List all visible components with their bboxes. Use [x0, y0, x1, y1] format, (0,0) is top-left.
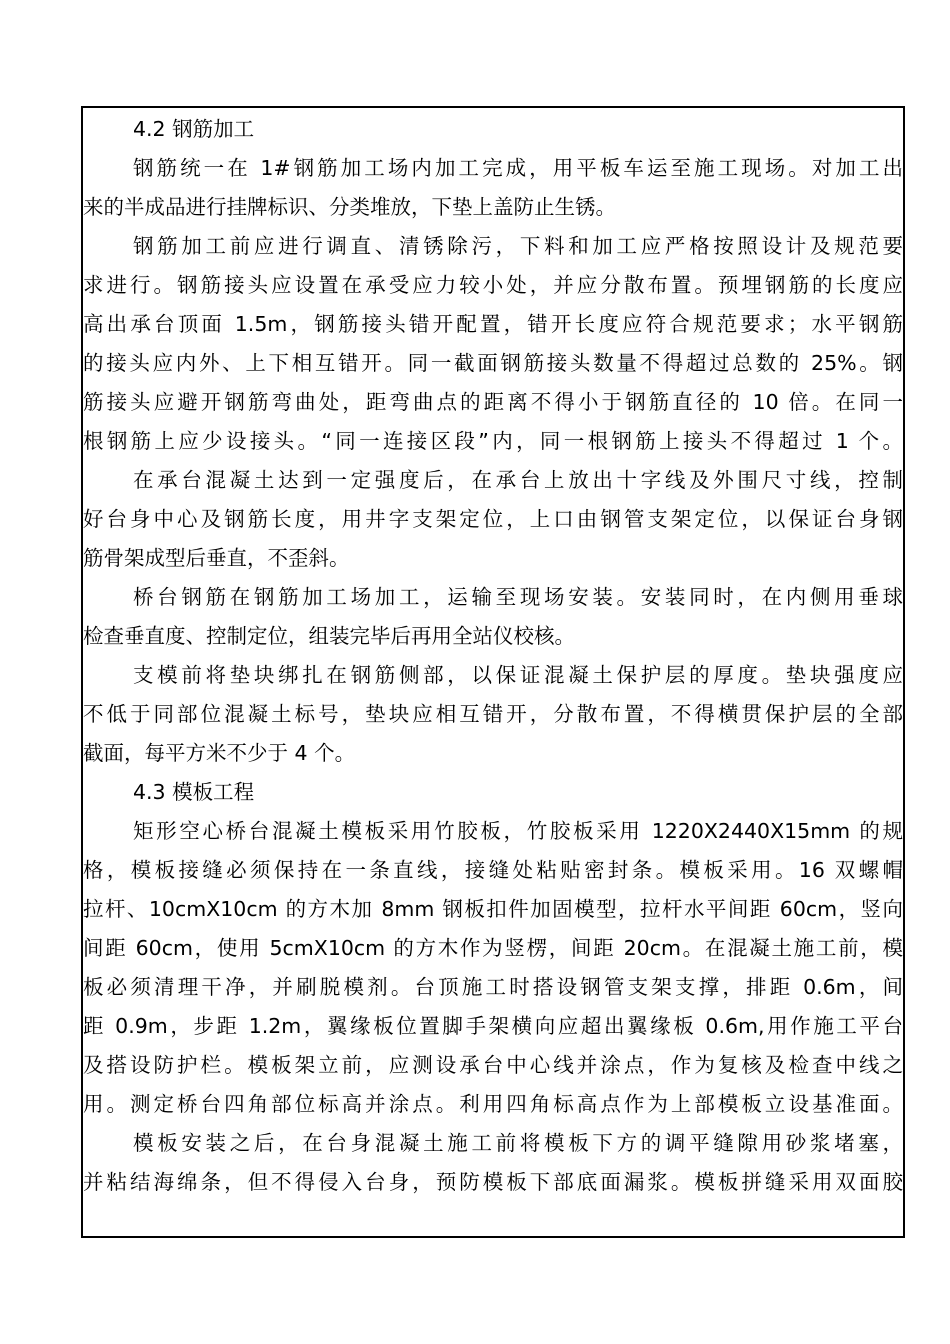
paragraph-line: 钢筋统一在 1#钢筋加工场内加工完成，用平板车运至施工现场。对加工出: [133, 156, 903, 180]
paragraph-line: 及搭设防护栏。模板架立前，应测设承台中心线并涂点，作为复核及检查中线之: [83, 1053, 903, 1077]
paragraph-line: 的接头应内外、上下相互错开。同一截面钢筋接头数量不得超过总数的 25%。钢: [83, 351, 903, 375]
paragraph-line: 模板安装之后，在台身混凝土施工前将模板下方的调平缝隙用砂浆堵塞，: [133, 1131, 903, 1155]
paragraph-line: 高出承台顶面 1.5m，钢筋接头错开配置，错开长度应符合规范要求；水平钢筋: [83, 312, 903, 336]
paragraph-line: 不低于同部位混凝土标号，垫块应相互错开，分散布置，不得横贯保护层的全部: [83, 702, 903, 726]
paragraph-line: 好台身中心及钢筋长度，用井字支架定位，上口由钢管支架定位，以保证台身钢: [83, 507, 903, 531]
paragraph-line: 用。测定桥台四角部位标高并涂点。利用四角标高点作为上部模板立设基准面。: [83, 1092, 903, 1116]
paragraph-line: 桥台钢筋在钢筋加工场加工，运输至现场安装。安装同时，在内侧用垂球: [133, 585, 903, 609]
document-body: [83, 110, 903, 1202]
paragraph-line: 格，模板接缝必须保持在一条直线，接缝处粘贴密封条。模板采用。16 双螺帽: [83, 858, 903, 882]
paragraph-line: 钢筋加工前应进行调直、清锈除污，下料和加工应严格按照设计及规范要: [133, 234, 903, 258]
paragraph-line: 间距 60cm，使用 5cmX10cm 的方木作为竖楞，间距 20cm。在混凝土施工前，模: [83, 936, 903, 960]
paragraph-line: 来的半成品进行挂牌标识、分类堆放，下垫上盖防止生锈。: [83, 195, 616, 219]
paragraph-line: 根钢筋上应少设接头。“同一连接区段”内，同一根钢筋上接头不得超过 1 个。: [83, 429, 903, 453]
paragraph-line: 在承台混凝土达到一定强度后，在承台上放出十字线及外围尺寸线，控制: [133, 468, 903, 492]
paragraph-line: 筋骨架成型后垂直，不歪斜。: [83, 546, 350, 570]
paragraph-line: 拉杆、10cmX10cm 的方木加 8mm 钢板扣件加固模型，拉杆水平间距 60cm，竖向: [83, 897, 903, 921]
paragraph-line: 检查垂直度、控制定位，组装完毕后再用全站仪校核。: [83, 624, 575, 648]
paragraph-line: 板必须清理干净，并刷脱模剂。台顶施工时搭设钢管支架支撑，排距 0.6m，间: [83, 975, 903, 999]
paragraph-line: 求进行。钢筋接头应设置在承受应力较小处，并应分散布置。预埋钢筋的长度应: [83, 273, 903, 297]
paragraph-line: 筋接头应避开钢筋弯曲处，距弯曲点的距离不得小于钢筋直径的 10 倍。在同一: [83, 390, 903, 414]
paragraph-line: 距 0.9m，步距 1.2m，翼缘板位置脚手架横向应超出翼缘板 0.6m,用作施工平台: [83, 1014, 903, 1038]
paragraph-line: 矩形空心桥台混凝土模板采用竹胶板，竹胶板采用 1220X2440X15mm 的规: [133, 819, 903, 843]
paragraph-line: 支模前将垫块绑扎在钢筋侧部，以保证混凝土保护层的厚度。垫块强度应: [133, 663, 903, 687]
section-heading-4-3: 4.3 模板工程: [133, 780, 255, 804]
section-heading-4-2: 4.2 钢筋加工: [133, 117, 255, 141]
paragraph-line: 截面，每平方米不少于 4 个。: [83, 741, 356, 765]
paragraph-line: 并粘结海绵条，但不得侵入台身，预防模板下部底面漏浆。模板拼缝采用双面胶: [83, 1170, 903, 1194]
